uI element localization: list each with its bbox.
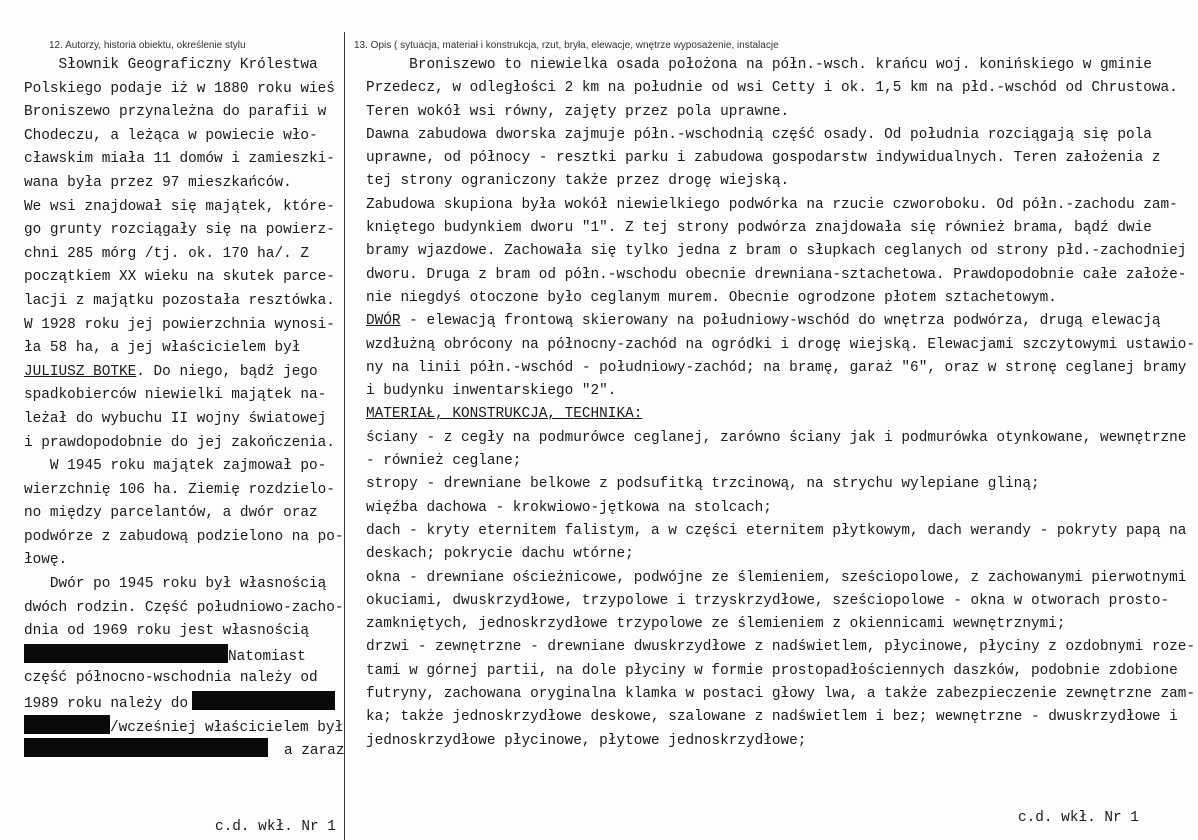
text-line: Polskiego podaje iż w 1880 roku wieś <box>24 80 335 97</box>
text-line: Słownik Geograficzny Królestwa <box>24 57 318 73</box>
text-line: więźba dachowa - krokwiowo-jętkowa na stolcach; <box>366 499 772 516</box>
text-line: Broniszewo przynależna do parafii w <box>24 104 327 121</box>
section-13-heading: 13. Opis ( sytuacja, materiał i konstrukcja, rzut, bryła, elewacje, wnętrze wyposażenie, instalacje <box>354 40 779 51</box>
text-line: Zabudowa skupiona była wokół niewielkiego podwórka na rzucie czworoboku. Od półn.-zachodu zam- <box>366 196 1178 213</box>
text-line: dwóch rodzin. Część południowo-zacho- <box>24 599 344 616</box>
description-column <box>366 54 1196 753</box>
text-line: ny na linii półn.-wschód - południowy-zachód; na bramę, garaż "6", oraz w stronę ceglanej bramy <box>366 359 1187 376</box>
column-divider <box>344 32 345 840</box>
redaction-bar <box>24 738 268 757</box>
text-line: We wsi znajdował się majątek, które- <box>24 198 335 215</box>
text-fragment: . Do niego, bądź jego <box>136 363 318 380</box>
text-line: wierzchnię 106 ha. Ziemię rozdzielo- <box>24 481 335 498</box>
text-line: chni 285 mórg /tj. ok. 170 ha/. Z <box>24 245 309 262</box>
text-line: Chodeczu, a leżąca w powiecie wło- <box>24 127 318 144</box>
text-line: okna - drewniane ościeżnicowe, podwójne ze ślemieniem, sześciopolowe, z zachowanymi pierwotnymi <box>366 569 1187 586</box>
text-line: go grunty rozciągały się na powierz- <box>24 222 335 239</box>
text-fragment: /wcześniej właścicielem był <box>110 719 344 736</box>
text-line: Dwór po 1945 roku był własnością <box>24 576 327 593</box>
text-line <box>24 691 342 715</box>
text-line: łowę. <box>24 552 68 569</box>
continuation-note-right: c.d. wkł. Nr 1 <box>1018 810 1139 826</box>
text-fragment: - elewacją frontową skierowany na południowy-wschód do wnętrza podwórza, drugą elewacją <box>400 313 1161 330</box>
text-line: część północno-wschodnia należy od <box>24 670 318 687</box>
history-column <box>24 54 345 762</box>
section-label-dwor: DWÓR <box>366 313 401 330</box>
text-line: Broniszewo to niewielka osada położona na półn.-wsch. krańcu woj. konińskiego w gminie <box>366 57 1152 73</box>
text-fragment: Natomiast <box>228 648 306 665</box>
text-line: ściany - z cegły na podmurówce ceglanej, zarówno ściany jak i podmurówka otynkowane, wewnętrzne <box>366 429 1187 446</box>
text-line: spadkobierców niewielki majątek na- <box>24 387 327 404</box>
text-line: i prawdopodobnie do jej zakończenia. <box>24 434 335 451</box>
text-line: bramy wjazdowe. Zachowała się tylko jedna z bram o słupkach ceglanych od strony płd.-zachodniej <box>366 243 1187 260</box>
text-line <box>366 403 1188 426</box>
text-line: stropy - drewniane belkowe z podsufitką trzcinową, na strychu wylepiane gliną; <box>366 476 1040 493</box>
text-line: wzdłużną obrócony na północny-zachód na ogródki i drogę wiejską. Elewacjami szczytowymi ustawio- <box>366 336 1196 353</box>
text-line: jednoskrzydłowe płycinowe, płytowe jednoskrzydłowe; <box>366 732 807 749</box>
text-line: podwórze z zabudową podzielono na po- <box>24 528 344 545</box>
text-line: dnia od 1969 roku jest własnością <box>24 623 309 640</box>
text-line: tami w górnej partii, na dole płyciny w formie prostopadłościennych daszków, podobnie zdobione <box>366 662 1178 679</box>
text-line: początkiem XX wieku na skutek parce- <box>24 269 335 286</box>
text-line: dworu. Druga z bram od półn.-wschodu obecnie drewniana-sztachetowa. Prawdopodobnie całe założe- <box>366 266 1187 283</box>
section-12-heading: 12. Autorzy, historia obiektu, określenie stylu <box>49 40 246 51</box>
text-line: uprawne, od północy - resztki parku i zabudowa gospodarstw indywidualnych. Teren założenia z <box>366 150 1161 167</box>
text-line: ka; także jednoskrzydłowe deskowe, szalowane z nadświetlem i bez; wewnętrzne - dwuskrzydłowe i <box>366 709 1178 726</box>
text-line: lacji z majątku pozostała resztówka. <box>24 292 335 309</box>
text-line: - również ceglane; <box>366 453 522 470</box>
text-line: W 1945 roku majątek zajmował po- <box>24 458 327 475</box>
text-line <box>366 310 1188 333</box>
text-line: cławskim miała 11 domów i zamieszki- <box>24 151 335 168</box>
redaction-bar <box>24 644 228 663</box>
text-line: wana była przez 97 mieszkańców. <box>24 174 292 191</box>
owner-name: JULIUSZ BOTKE <box>24 363 137 380</box>
text-line: tej strony ograniczony także przez drogę wiejską. <box>366 173 790 190</box>
text-line <box>24 361 342 385</box>
text-line: W 1928 roku jej powierzchnia wynosi- <box>24 316 335 333</box>
text-fragment: 1989 roku należy do <box>24 696 189 713</box>
text-line <box>24 715 342 739</box>
text-line: ła 58 ha, a jej właścicielem był <box>24 340 301 357</box>
text-line: no między parcelantów, a dwór oraz <box>24 505 318 522</box>
text-line: zamkniętych, jednoskrzydłowe trzypolowe ze ślemieniem z okiennicami wewnętrznymi; <box>366 616 1066 633</box>
redaction-bar <box>24 715 110 734</box>
text-line <box>24 644 342 668</box>
text-line: drzwi - zewnętrzne - drewniane dwuskrzydłowe z nadświetlem, płycinowe, płyciny z ozdobnymi roze- <box>366 639 1196 656</box>
text-line: Przedecz, w odległości 2 km na południe od wsi Cetty i ok. 1,5 km na płd.-wschód od Chrustowa. <box>366 80 1178 97</box>
continuation-note-left: c.d. wkł. Nr 1 <box>215 819 336 835</box>
text-line: futryny, zachowana oryginalna klamka w postaci głowy lwa, a także zabezpieczenie zewnętrzne zam- <box>366 686 1196 703</box>
text-line: nie niegdyś otoczone było ceglanym murem. Obecnie ogrodzone płotem sztachetowym. <box>366 289 1057 306</box>
text-line <box>24 738 345 762</box>
text-line: Dawna zabudowa dworska zajmuje półn.-wschodnią część osady. Od południa rozciągają się pola <box>366 126 1152 143</box>
text-line: dach - kryty eternitem falistym, a w części eternitem płytkowym, dach werandy - pokryty papą na <box>366 522 1187 539</box>
text-fragment: a zaraz <box>284 743 345 760</box>
text-line: Teren wokół wsi równy, zajęty przez pola uprawne. <box>366 103 790 120</box>
text-line: i budynku inwentarskiego "2". <box>366 383 617 400</box>
text-line: deskach; pokrycie dachu wtórne; <box>366 546 634 563</box>
redaction-bar <box>192 691 335 710</box>
text-line: kniętego budynkiem dworu "1". Z tej strony podwórza znajdowała się również brama, bądź dwie <box>366 220 1152 237</box>
text-line: leżał do wybuchu II wojny światowej <box>24 410 327 427</box>
section-label-material: MATERIAŁ, KONSTRUKCJA, TECHNIKA: <box>366 406 643 423</box>
text-line: okuciami, dwuskrzydłowe, trzypolowe i trzyskrzydłowe, sześciopolowe - okna w otworach prosto- <box>366 592 1170 609</box>
